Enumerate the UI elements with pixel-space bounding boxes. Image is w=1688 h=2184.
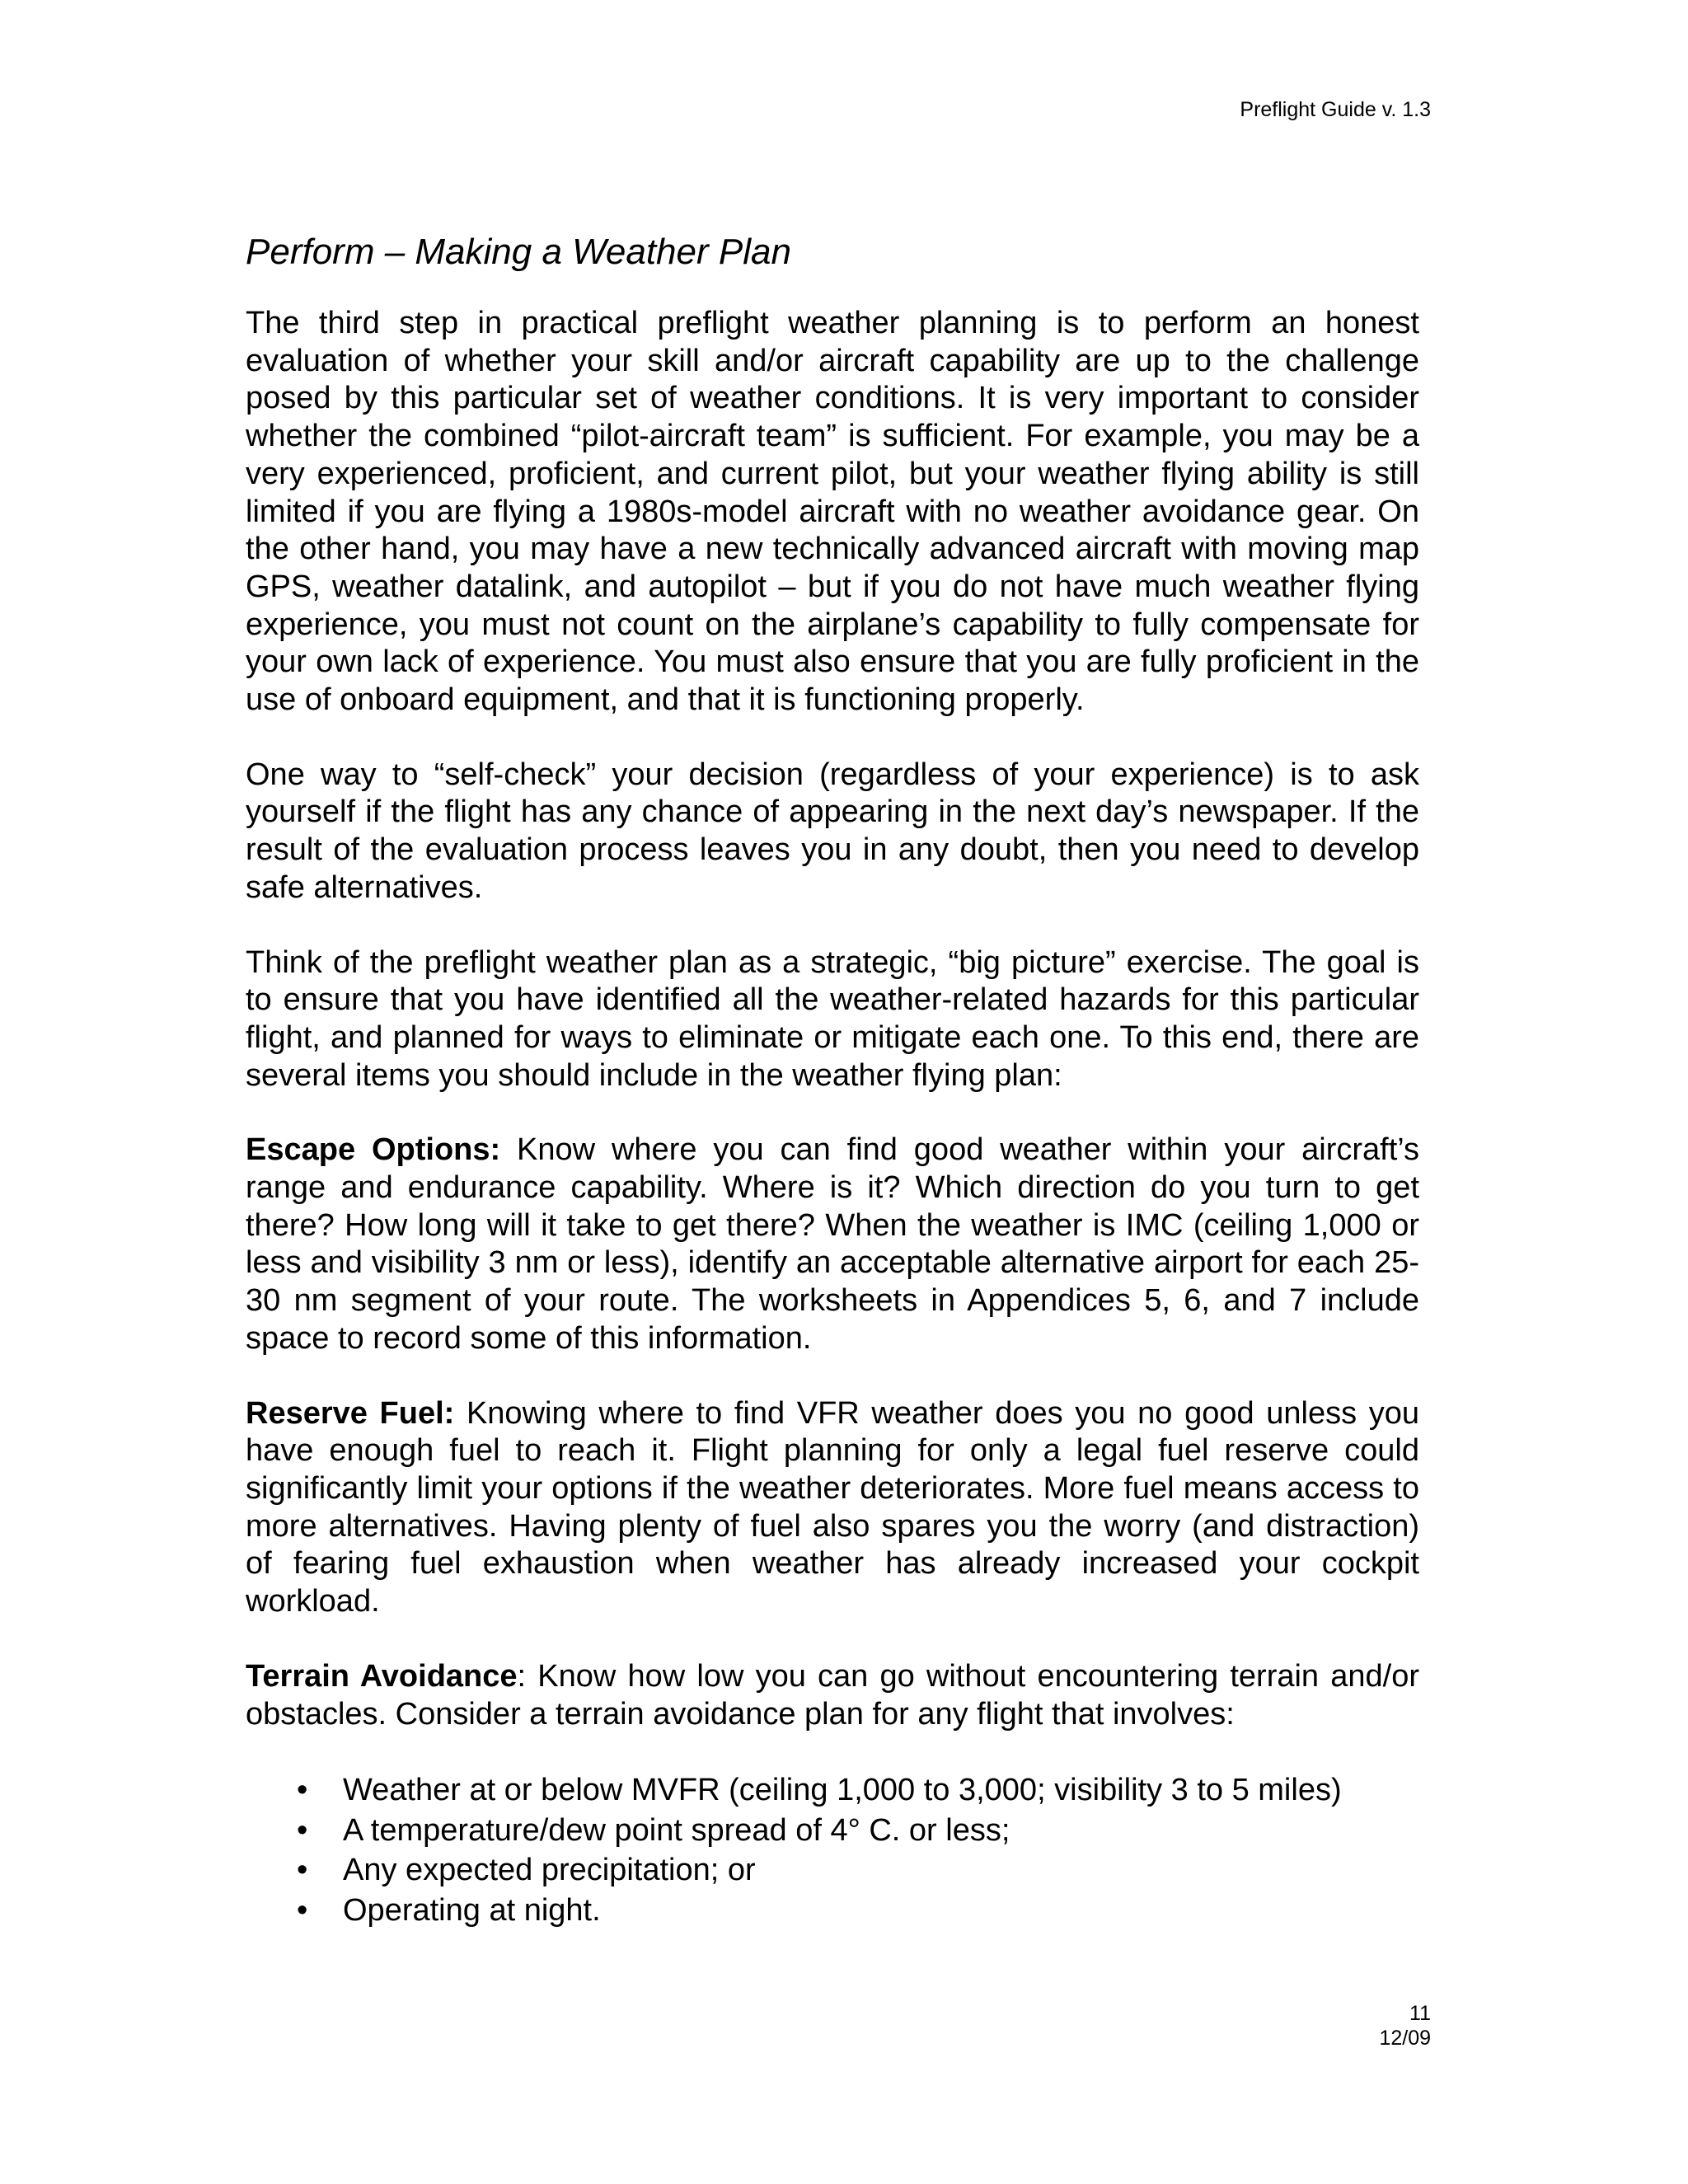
terrain-conditions-list bbox=[246, 1770, 1419, 1930]
page-footer bbox=[1379, 2001, 1431, 2050]
escape-options-term: Escape Options: bbox=[246, 1132, 501, 1168]
running-header: Preflight Guide v. 1.3 bbox=[1240, 98, 1431, 121]
list-item bbox=[246, 1891, 1419, 1931]
list-item-text: Operating at night. bbox=[343, 1892, 601, 1928]
list-item-text: Any expected precipitation; or bbox=[343, 1853, 756, 1888]
paragraph-self-check: One way to “self-check” your decision (regardless of your experience) is to ask yourself if the flight has any chance of appearing in the next day’s newspaper. If the result of the evaluation process leaves you in any doubt, then you need to develop safe alternatives. bbox=[246, 757, 1419, 905]
list-item-text: A temperature/dew point spread of 4° C. or less; bbox=[343, 1812, 1010, 1848]
bullet-icon: • bbox=[297, 1812, 308, 1848]
terrain-avoidance-text: : Know how low you can go without encountering terrain and/or obstacles. Consider a terrain avoidance plan for any flight that involves: bbox=[246, 1658, 1419, 1732]
page-content bbox=[246, 231, 1419, 1930]
bullet-icon: • bbox=[297, 1892, 308, 1928]
bullet-icon: • bbox=[297, 1853, 308, 1888]
revision-date: 12/09 bbox=[1379, 2027, 1431, 2050]
list-item bbox=[246, 1770, 1419, 1811]
page-number: 11 bbox=[1409, 2002, 1431, 2025]
item-escape-options bbox=[246, 1132, 1419, 1357]
item-terrain-avoidance bbox=[246, 1658, 1419, 1733]
bullet-icon: • bbox=[297, 1773, 308, 1808]
reserve-fuel-text: Knowing where to find VFR weather does you no good unless you have enough fuel to reach it. Flight planning for only a legal fuel reserve could significantly limit your options if the weather deteriorates. More fuel means access to more alternatives. Having plenty of fuel also spares you the worry (and distraction) of fearing fuel exhaustion when weather has already increased your cockpit workload. bbox=[246, 1395, 1419, 1619]
reserve-fuel-term: Reserve Fuel: bbox=[246, 1395, 455, 1431]
list-item bbox=[246, 1850, 1419, 1891]
terrain-avoidance-term: Terrain Avoidance bbox=[246, 1658, 518, 1694]
item-reserve-fuel bbox=[246, 1395, 1419, 1621]
list-item bbox=[246, 1811, 1419, 1851]
list-item-text: Weather at or below MVFR (ceiling 1,000 to 3,000; visibility 3 to 5 miles) bbox=[343, 1773, 1342, 1808]
section-title: Perform – Making a Weather Plan bbox=[246, 232, 791, 272]
escape-options-text: Know where you can find good weather within your aircraft’s range and endurance capability. Where is it? Which direction do you turn to get there? How long will it take to get there? When the weather is IMC (ceiling 1,000 or less and visibility 3 nm or less), identify an acceptable alternative airport for each 25-30 nm segment of your route. The worksheets in Appendices 5, 6, and 7 include space to record some of this information. bbox=[246, 1132, 1420, 1356]
paragraph-big-picture: Think of the preflight weather plan as a strategic, “big picture” exercise. The goal is to ensure that you have identified all the weather-related hazards for this particular flight, and planned for ways to eliminate or mitigate each one. To this end, there are several items you should include in the weather flying plan: bbox=[246, 944, 1419, 1093]
paragraph-evaluation: The third step in practical preflight weather planning is to perform an honest evaluation of whether your skill and/or aircraft capability are up to the challenge posed by this particular set of weather conditions. It is very important to consider whether the combined “pilot-aircraft team” is sufficient. For example, you may be a very experienced, proficient, and current pilot, but your weather flying ability is still limited if you are flying a 1980s-model aircraft with no weather avoidance gear. On the other hand, you may have a new technically advanced aircraft with moving map GPS, weather datalink, and autopilot – but if you do not have much weather flying experience, you must not count on the airplane’s capability to fully compensate for your own lack of experience. You must also ensure that you are fully proficient in the use of onboard equipment, and that it is functioning properly. bbox=[246, 306, 1419, 718]
